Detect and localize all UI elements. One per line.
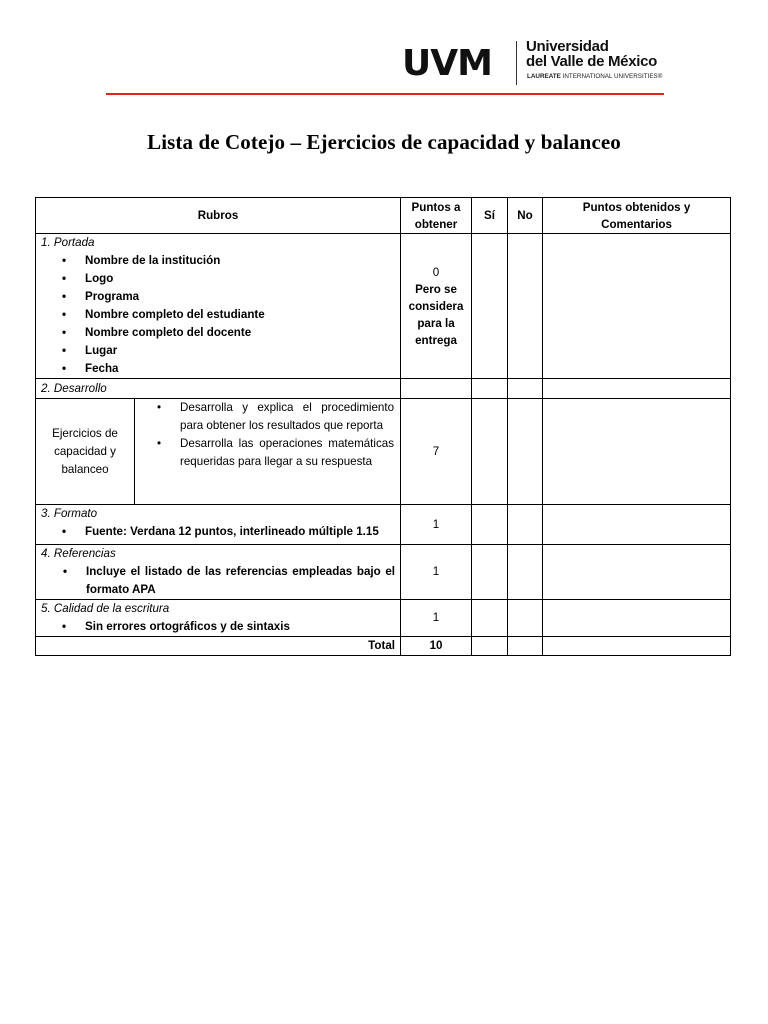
list-item: • Fecha — [85, 360, 395, 378]
desarrollo-sub-label: Ejercicios de capacidad y balanceo — [36, 399, 135, 505]
rubro-calidad — [36, 600, 401, 637]
section-title-portada: 1. Portada — [41, 236, 95, 249]
rubro-referencias — [36, 545, 401, 600]
list-item: • Incluye el listado de las referencias empleadas bajo el formato APA — [86, 563, 395, 599]
cell-comentarios-total[interactable] — [543, 637, 731, 656]
cell-comentarios-formato[interactable] — [543, 505, 731, 545]
header-no: No — [508, 198, 543, 234]
list-item: • Programa — [85, 288, 395, 306]
list-item: • Desarrolla y explica el procedimiento para obtener los resultados que reporta — [180, 399, 394, 435]
points-note-line: para la — [417, 316, 455, 330]
cell-si-referencias[interactable] — [472, 545, 508, 600]
cell-si-calidad[interactable] — [472, 600, 508, 637]
points-value: 0 — [432, 265, 440, 279]
points-note-line: considera — [408, 299, 464, 313]
points-note-line: entrega — [415, 333, 457, 347]
list-item: • Fuente: Verdana 12 puntos, interlineado múltiple 1.15 — [85, 523, 395, 541]
logo-tagline — [527, 73, 662, 80]
checklist-table — [35, 197, 731, 656]
formato-list — [41, 523, 395, 541]
points-note-line: Pero se — [415, 282, 457, 296]
header-si: Sí — [472, 198, 508, 234]
points-formato: 1 — [401, 505, 472, 545]
desarrollo-list — [135, 399, 394, 471]
section-title-desarrollo: 2. Desarrollo — [36, 379, 401, 399]
rubro-desarrollo — [135, 399, 401, 505]
cell-si-formato[interactable] — [472, 505, 508, 545]
header-rubros: Rubros — [36, 198, 401, 234]
list-item: • Nombre de la institución — [85, 252, 395, 270]
cell-si-desarrollo[interactable] — [472, 399, 508, 505]
cell-no-referencias[interactable] — [508, 545, 543, 600]
calidad-list — [41, 618, 395, 636]
table-row-desarrollo — [36, 399, 731, 505]
logo-mark: UVM — [402, 43, 492, 84]
header-puntos: Puntos a obtener — [401, 198, 472, 234]
cell-no-formato[interactable] — [508, 505, 543, 545]
logo-tag-rest: INTERNATIONAL UNIVERSITIES® — [560, 73, 663, 80]
section-title-calidad: 5. Calidad de la escritura — [41, 602, 170, 615]
rubro-portada — [36, 234, 401, 379]
cell-comentarios-portada[interactable] — [543, 234, 731, 379]
cell-comentarios-referencias[interactable] — [543, 545, 731, 600]
cell-si-portada[interactable] — [472, 234, 508, 379]
cell-no-total[interactable] — [508, 637, 543, 656]
points-calidad: 1 — [401, 600, 472, 637]
points-portada — [401, 234, 472, 379]
logo-university-name — [526, 39, 676, 69]
total-value: 10 — [401, 637, 472, 656]
cell-no-desarrollo-title[interactable] — [508, 379, 543, 399]
cell-no-portada[interactable] — [508, 234, 543, 379]
header-rule — [106, 93, 664, 95]
document-header — [0, 0, 768, 100]
list-item: • Desarrolla las operaciones matemáticas requeridas para llegar a su respuesta — [180, 435, 394, 471]
section-title-formato: 3. Formato — [41, 507, 98, 520]
section-title-referencias: 4. Referencias — [41, 547, 116, 560]
points-referencias: 1 — [401, 545, 472, 600]
cell-si-total[interactable] — [472, 637, 508, 656]
table-row-formato — [36, 505, 731, 545]
cell-no-desarrollo[interactable] — [508, 399, 543, 505]
total-label: Total — [36, 637, 401, 656]
cell-no-calidad[interactable] — [508, 600, 543, 637]
list-item: • Sin errores ortográficos y de sintaxis — [85, 618, 395, 636]
table-row-desarrollo-title — [36, 379, 731, 399]
rubro-formato — [36, 505, 401, 545]
table-row-referencias — [36, 545, 731, 600]
table-row-total — [36, 637, 731, 656]
cell-si-desarrollo-title[interactable] — [472, 379, 508, 399]
referencias-list — [41, 563, 395, 599]
cell-comentarios-calidad[interactable] — [543, 600, 731, 637]
list-item: • Lugar — [85, 342, 395, 360]
cell-comentarios-desarrollo[interactable] — [543, 399, 731, 505]
logo-name-line1: Universidad — [526, 38, 609, 55]
document-title: Lista de Cotejo – Ejercicios de capacidad y balanceo — [147, 130, 621, 154]
list-item: • Nombre completo del estudiante — [85, 306, 395, 324]
cell-comentarios-desarrollo-title[interactable] — [543, 379, 731, 399]
list-item: • Logo — [85, 270, 395, 288]
list-item: • Nombre completo del docente — [85, 324, 395, 342]
table-row-calidad — [36, 600, 731, 637]
logo-separator — [516, 41, 517, 85]
table-header-row — [36, 198, 731, 234]
logo-tag-bold: LAUREATE — [527, 73, 561, 80]
table-row-portada — [36, 234, 731, 379]
logo-name-line2: del Valle de México — [526, 53, 658, 70]
points-desarrollo: 7 — [401, 399, 472, 505]
header-comentarios: Puntos obtenidos y Comentarios — [543, 198, 731, 234]
cell-empty — [401, 379, 472, 399]
portada-list — [41, 252, 395, 378]
